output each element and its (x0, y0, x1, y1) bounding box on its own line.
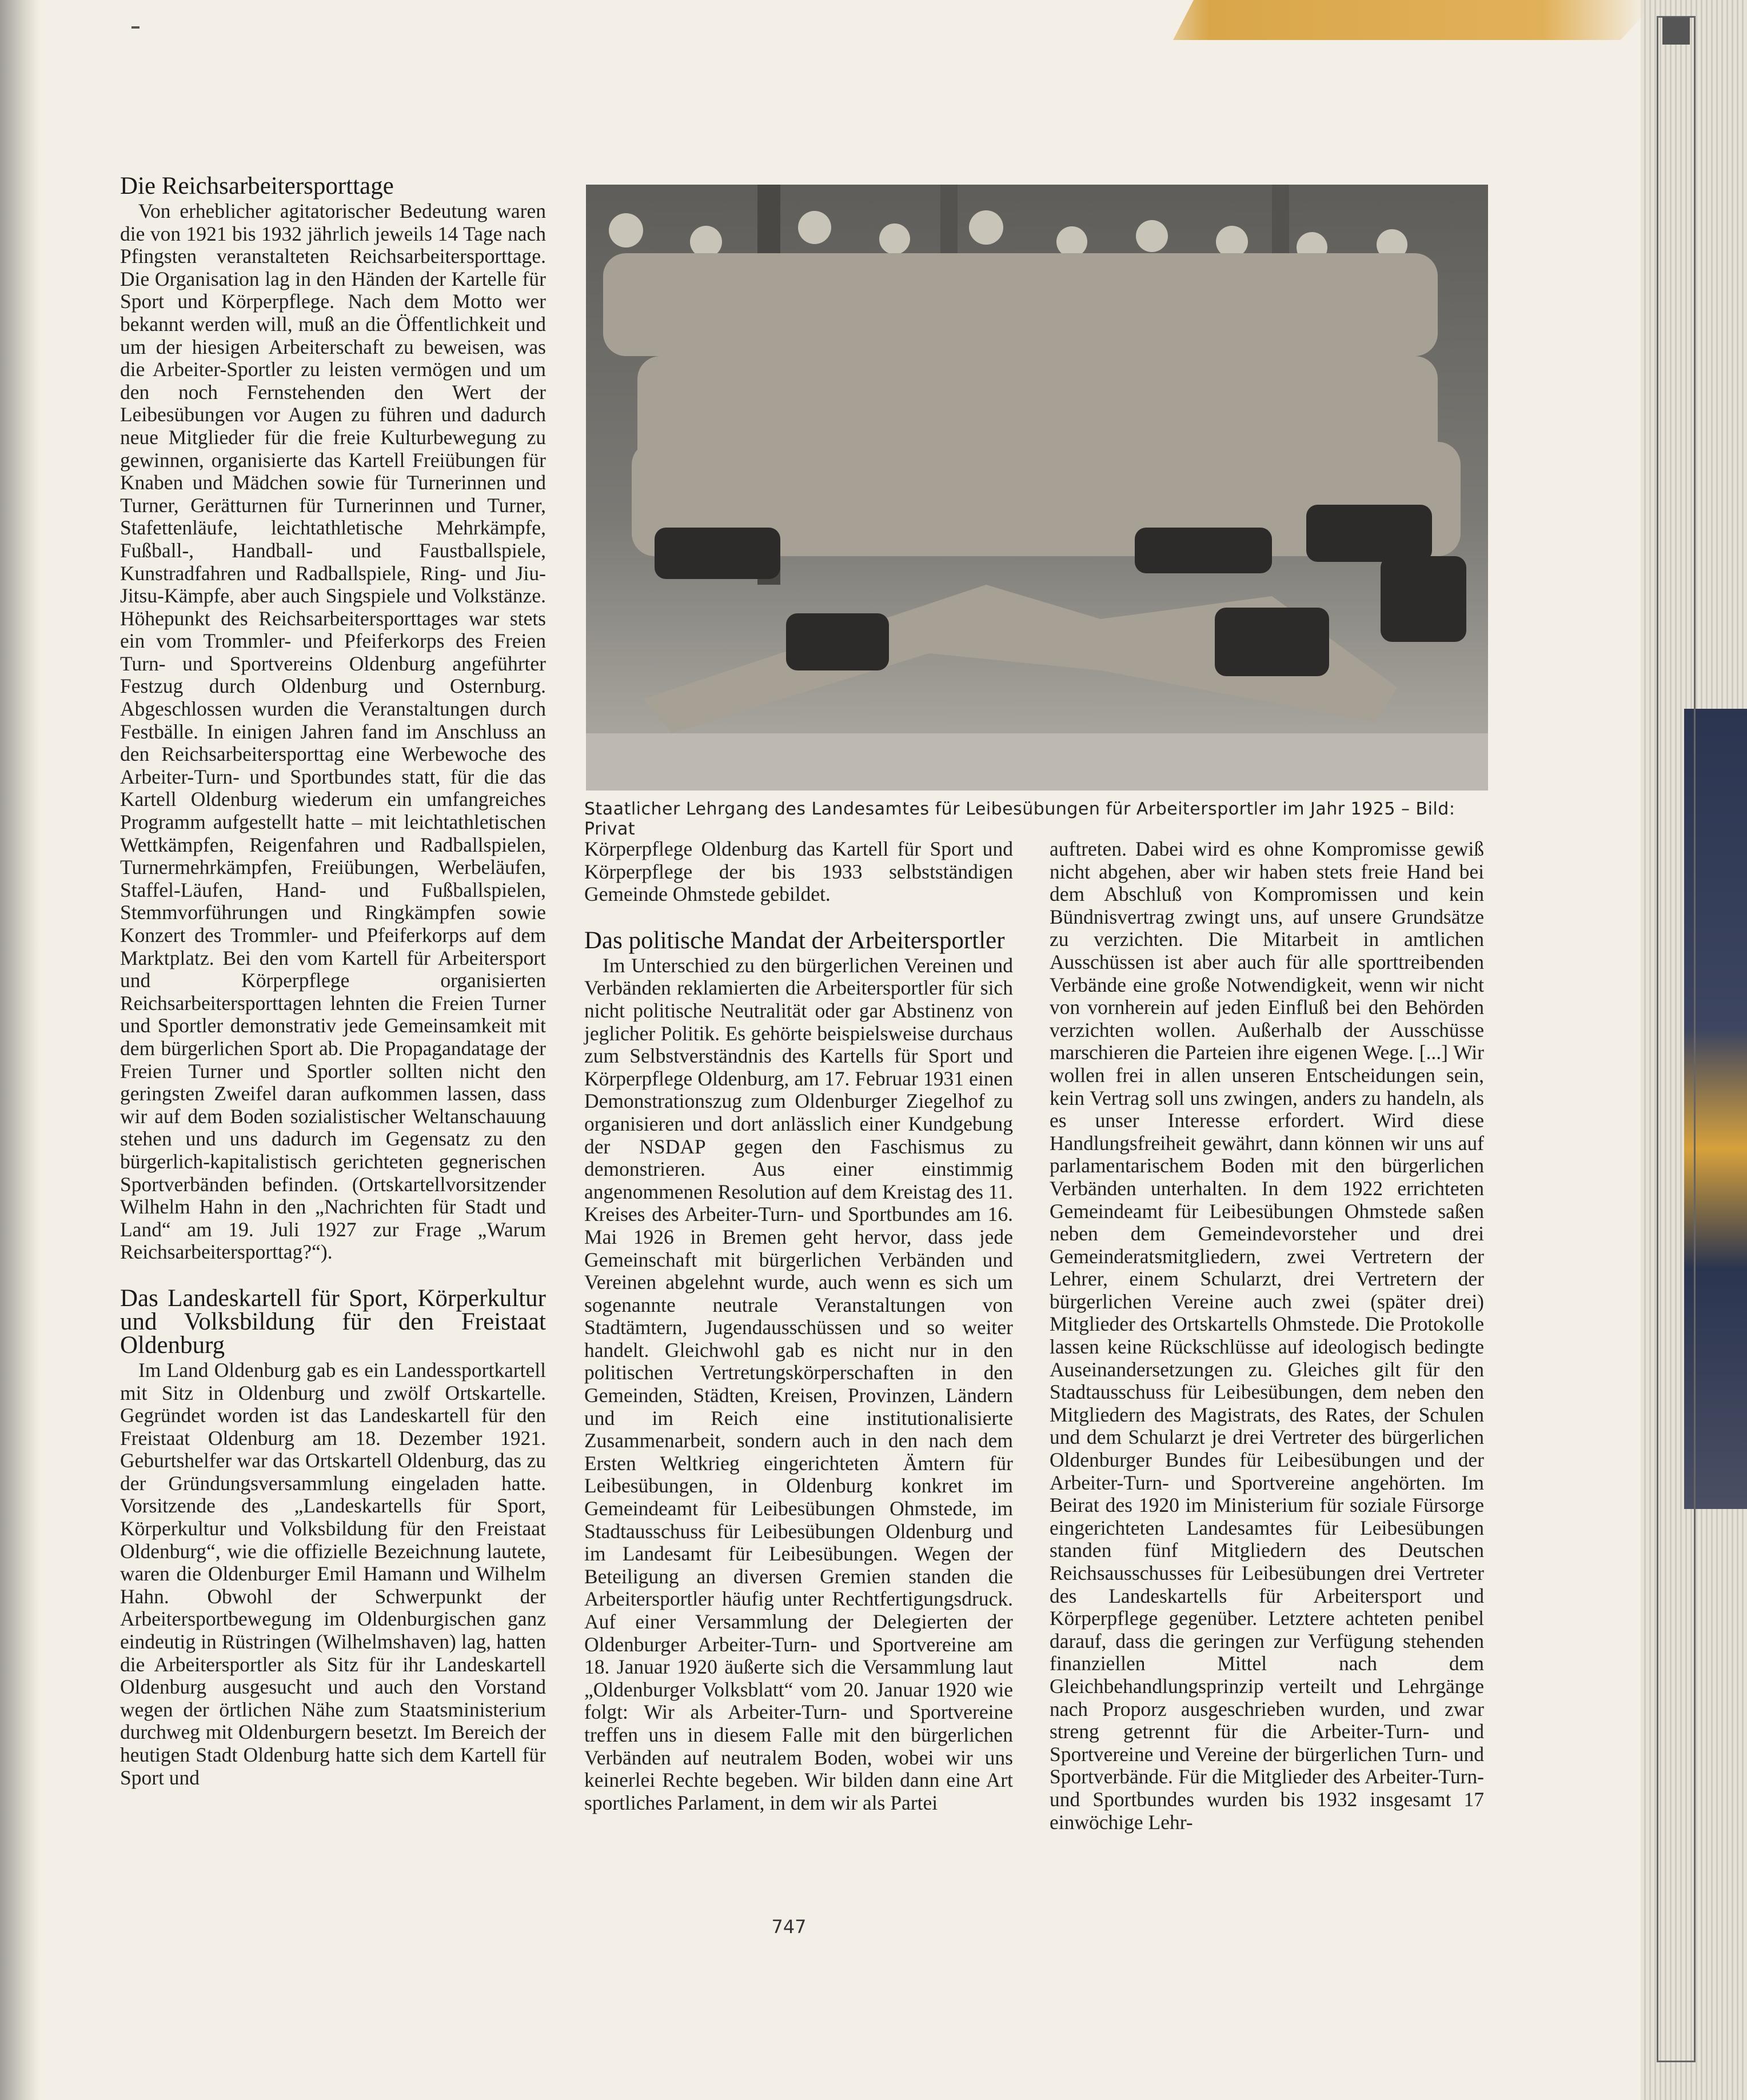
group-photo (586, 185, 1488, 791)
paragraph: Im Unterschied zu den bürgerlichen Vereinen und Verbänden reklamierten die Arbeitersportler für sich nicht politische Neutralität oder gar Abstinenz von jeglicher Politik. Es gehörte beispielsweise durchaus zum Selbstverständnis des Kartells für Sport und Körperpflege Oldenburg, am 17. Februar 1931 einen Demonstrationszug zum Oldenburger Ziegelhof zu organisieren und dort anlässlich einer Kundgebung der NSDAP gegen den Faschismus zu demonstrieren. Aus einer einstimmig angenommenen Resolution auf dem Kreistag des 11. Kreises des Arbeiter-Turn- und Sportbundes am 16. Mai 1926 in Bremen geht hervor, dass jede Gemeinschaft mit bürgerlichen Verbänden und Vereinen abgelehnt wurde, auch wenn es sich um sogenannte neutrale Veranstaltungen von Stadtämtern, Jugendausschüssen und so weiter handelt. Gleichwohl gab es nicht nur in den politischen Vertretungskörperschaften in den Gemeinden, Städten, Kreisen, Provinzen, Ländern und im Reich eine institutionalisierte Zusammenarbeit, sondern auch in den nach dem Ersten Weltkrieg eingerichteten Ämtern für Leibesübungen, in Oldenburg konkret im Gemeindeamt für Leibesübungen Ohmstede, im Stadtausschuss für Leibesübungen Oldenburg und im Landesamt für Leibesübungen. Wegen der Beteiligung an diversen Gremien standen die Arbeitersportler häufig unter Rechtfertigungsdruck. Auf einer Versammlung der Delegierten der Oldenburger Arbeiter-Turn- und Sportvereine am 18. Januar 1920 äußerte sich die Versammlung laut „Oldenburger Volksblatt“ vom 20. Januar 1920 wie folgt: Wir als Arbeiter-Turn- und Sportvereine treffen uns in diesem Falle mit den bürgerlichen Verbänden auf neutralem Boden, wobei wir uns keinerlei Rechte begeben. Wir bilden dann eine Art sportliches Parlament, in dem wir als Partei (584, 953, 1013, 1814)
paragraph: Im Land Oldenburg gab es ein Landessportkartell mit Sitz in Oldenburg und zwölf Ortskartelle. Gegründet worden ist das Landeskartell für den Freistaat Oldenburg am 18. Dezember 1921. Geburtshelfer war das Ortskartell Oldenburg, das zu der Gründungsversammlung eingeladen hatte. Vorsitzende des „Landeskartells für Sport, Körperkultur und Volksbildung für den Freistaat Oldenburg“, wie die offizielle Bezeichnung lautete, waren die Oldenburger Emil Hamann und Wilhelm Hahn. Obwohl der Schwerpunkt der Arbeitersportbewegung im Oldenburgischen ganz eindeutig in Rüstringen (Wilhelmshaven) lag, hatten die Arbeitersportler als Sitz für ihr Landeskartell Oldenburg ausgesucht und auch den Vorstand wegen der örtlichen Nähe zum Staatsministerium durchweg mit Oldenburgern besetzt. Im Bereich der heutigen Stadt Oldenburg hatte sich dem Kartell für Sport und (120, 1358, 546, 1789)
page-gutter (0, 0, 40, 2100)
column-right (1050, 838, 1484, 1834)
margin-mark (131, 26, 139, 29)
group-photo-icon (586, 185, 1488, 791)
scan-ruler (1657, 16, 1696, 2062)
column-middle (584, 838, 1013, 1814)
paragraph: auftreten. Dabei wird es ohne Kompromisse gewiß nicht abgehen, aber wir haben stets freie Hand bei dem Abschluß von Kompromissen und kein Bündnisvertrag zwingt uns, auf unsere Grundsätze zu verzichten. Die Mitarbeit in amtlichen Ausschüssen ist aber auch für alle sporttreibenden Verbände eine große Notwendigkeit, wenn wir nicht von vornherein auf jeden Einfluß bei den Behörden verzichten wollen. Außerhalb der Ausschüsse marschieren die Parteien ihre eigenen Wege. [...] Wir wollen frei in allen unseren Entscheidungen sein, kein Vertrag soll uns zwingen, anders zu handeln, als es unser Interesse erfordert. Wird diese Handlungsfreiheit gewährt, dann können wir uns auf parlamentarischem Boden mit den bürgerlichen Verbänden unterhalten. In dem 1922 errichteten Gemeindeamt für Leibesübungen Ohmstede saßen neben dem Gemeindevorsteher und drei Gemeinderatsmitgliedern, zwei Vertretern der Lehrer, einem Schularzt, drei Vertretern der bürgerlichen Vereine auch zwei (später drei) Mitglieder des Ortskartells Ohmstede. Die Protokolle lassen keine Rückschlüsse auf ideologisch bedingte Auseinandersetzungen zu. Gleiches gilt für den Stadtausschuss für Leibesübungen, dem neben den Mitgliedern des Magistrats, des Rates, der Schulen und dem Schularzt je drei Vertreter des bürgerlichen Oldenburger Bundes für Leibesübungen und der Arbeiter-Turn- und Sportvereine angehörten. Im Beirat des 1920 im Ministerium für soziale Fürsorge eingerichteten Landesamtes für Leibesübungen standen fünf Mitgliedern des Deutschen Reichsausschusses für Leibesübungen drei Vertreter des Landeskartells für Arbeitersport und Körperpflege gegenüber. Letztere achteten penibel darauf, dass die geringen zur Verfügung stehenden finanziellen Mittel nach dem Gleichbehandlungsprinzip verteilt und Lehrgänge nach Proporz ausgeschrieben wurden, und zwar streng getrennt für die Arbeiter-Turn- und Sportvereine und Vereine der bürgerlichen Turn- und Sportverbände. Für die Mitglieder des Arbeiter-Turn- und Sportbundes wurden bis 1932 insgesamt 17 einwöchige Lehr- (1050, 837, 1484, 1834)
section-heading-reichsarbeitersporttage: Die Reichsarbeitersporttage (120, 173, 394, 199)
column-left (120, 174, 546, 1789)
paragraph: Körperpflege Oldenburg das Kartell für Sport und Körperpflege der bis 1933 selbstständigen Gemeinde Ohmstede gebildet. (584, 837, 1013, 906)
section-heading-politisches-mandat: Das politische Mandat der Arbeitersportler (584, 927, 1005, 954)
section-heading-landeskartell: Das Landeskartell für Sport, Körperkultur und Volksbildung für den Freistaat Oldenburg (120, 1284, 546, 1359)
ruler-marker (1662, 17, 1690, 45)
book-cover-corner (1132, 0, 1646, 40)
paragraph: Von erheblicher agitatorischer Bedeutung waren die von 1921 bis 1932 jährlich jeweils 14 Tage nach Pfingsten veranstalteten Reichsarbeitersporttage. Die Organisation lag in den Händen der Kartelle für Sport und Körperpflege. Nach dem Motto wer bekannt werden will, muß an die Öffentlichkeit und um der hiesigen Arbeiterschaft zu beweisen, was die Arbeiter-Sportler zu leisten vermögen und um den noch Fernstehenden den Wert der Leibesübungen vor Augen zu führen und dadurch neue Mitglieder für die freie Kulturbewegung zu gewinnen, organisierte das Kartell Freiübungen für Knaben und Mädchen sowie für Turnerinnen und Turner, Gerätturnen für Turnerinnen und Turner, Stafettenläufe, leichtathletische Mehrkämpfe, Fußball-, Handball- und Faustballspiele, Kunstradfahren und Radballspiele, Ring- und Jiu-Jitsu-Kämpfe, aber auch Singspiele und Volkstänze. Höhepunkt des Reichsarbeitersporttages war stets ein vom Trommler- und Pfeiferkorps des Freien Turn- und Sportvereins Oldenburg angeführter Festzug durch Oldenburg und Osternburg. Abgeschlossen wurden die Veranstaltungen durch Festbälle. In einigen Jahren fand im Anschluss an den Reichsarbeitersporttag eine Werbewoche des Arbeiter-Turn- und Sportbundes statt, für die das Kartell Oldenburg wiederum ein umfangreiches Programm aufgestellt hatte – mit leichtathletischen Wettkämpfen, Reigenfahren und Radballspielen, Turnermehrkämpfen, Freiübungen, Werbeläufen, Staffel-Läufen, Hand- und Fußballspielen, Stemmvorführungen und Ringkämpfen sowie Konzert des Trommler- und Pfeiferkorps auf dem Marktplatz. Bei den vom Kartell für Arbeitersport und Körperpflege organisierten Reichsarbeitersporttagen lehnten die Freien Turner und Sportler demonstrativ jede Gemeinsamkeit mit dem bürgerlichen Sport ab. Die Propagandatage der Freien Turner und Sportler sollten nicht den geringsten Zweifel daran aufkommen lassen, dass wir auf dem Boden sozialistischer Weltanschauung stehen und uns dadurch im Gegensatz zu den bürgerlich-kapitalistisch gerichteten gegnerischen Sportverbänden befinden. (Ortskartellvorsitzender Wilhelm Hahn in den „Nachrichten für Stadt und Land“ am 19. Juli 1927 zur Frage „Warum Reichsarbeitersporttag?“). (120, 199, 546, 1264)
page-number: 747 (771, 1916, 807, 1938)
photo-caption: Staatlicher Lehrgang des Landesamtes für Leibesübungen für Arbeitersportler im Jahr 1925 – Bild: Privat (584, 799, 1455, 839)
